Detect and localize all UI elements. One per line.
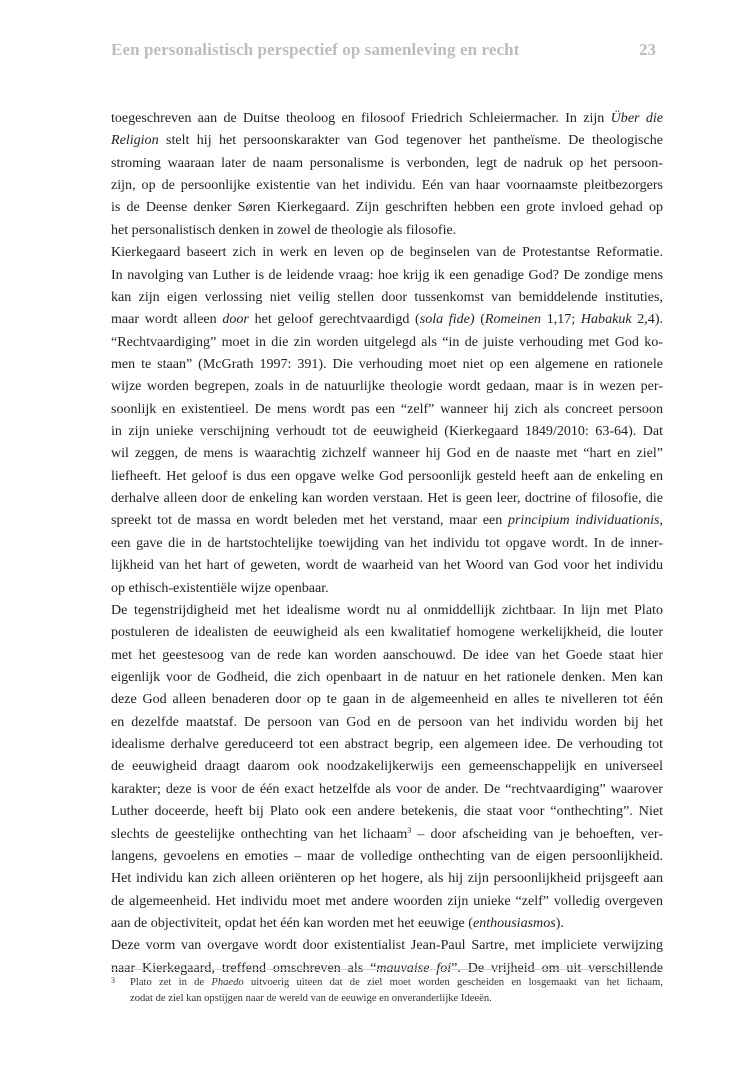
text-segment: en dezelfde maatstaf. De persoon van God en de persoon van het individu worden bij het	[111, 713, 663, 730]
text-line	[111, 420, 663, 442]
text-line	[111, 778, 663, 800]
text-segment: eigenlijk voor de Godheid, die zich openbaart in de natuur en het rationele denken. Men kan	[111, 668, 663, 685]
text-segment: naar Kierkegaard, treffend omschreven als “	[111, 959, 377, 976]
text-line	[111, 465, 663, 487]
text-segment: langens, gevoelens en emoties – maar de volledige onthechting van de eigen persoonlijkheid.	[111, 847, 663, 864]
text-line	[111, 688, 663, 710]
text-line	[111, 107, 663, 129]
text-line	[111, 755, 663, 777]
running-title: Een personalistisch perspectief op samenleving en recht	[111, 40, 520, 59]
italic-text: door	[222, 311, 249, 328]
text-segment: toegeschreven aan de Duitse theoloog en filosoof Friedrich Schleiermacher. In zijn	[111, 110, 611, 126]
text-segment: aan de objectiviteit, opdat het één kan worden met het eeuwige (	[111, 914, 473, 931]
text-segment: – door afscheiding van je behoeften, ver-	[411, 825, 663, 842]
footnote-number: 3	[111, 976, 115, 985]
text-segment: het personalistisch denken in zowel de theologie als filosofie.	[111, 221, 457, 238]
text-line	[111, 599, 663, 621]
text-segment: Het individu kan zich alleen oriënteren op het hogere, als hij zijn persoonlijkheid prijsgeeft aan	[111, 870, 663, 887]
text-line	[111, 442, 663, 464]
text-segment: (	[474, 311, 485, 328]
text-segment: Luther doceerde, heeft bij Plato ook een andere betekenis, die staat voor “onthechting”. Niet	[111, 803, 663, 820]
text-segment: is de Deense denker Søren Kierkegaard. Zijn geschriften hebben een grote invloed gehad op	[111, 199, 663, 216]
paragraph	[111, 599, 663, 934]
text-segment: met het geestesoog van de rede kan worden aanschouwd. De idee van het Goede staat hier	[111, 646, 663, 663]
text-line	[111, 196, 663, 218]
text-line	[111, 823, 663, 845]
text-line	[111, 912, 663, 934]
text-segment: “Rechtvaardiging” moet in die zin worden uitgelegd als “in de juiste verhouding met God ko-	[111, 333, 663, 350]
italic-text: Religion	[111, 132, 159, 149]
text-segment: op ethisch-existentiële wijze openbaar.	[111, 579, 329, 596]
text-segment: stelt hij het persoonskarakter van God tegenover het pantheïsme. De theologische	[158, 132, 663, 149]
text-line	[111, 219, 663, 241]
page-header	[111, 40, 656, 64]
text-line	[111, 129, 663, 151]
text-segment: uitvoerig uiteen dat de ziel moet worden gescheiden en losgemaakt van het lichaam,	[243, 977, 663, 988]
text-segment: In navolging van Luther is de leidende vraag: hoe krijg ik een genadige God? De zondige mens	[111, 266, 663, 283]
text-line	[111, 845, 663, 867]
text-line	[111, 241, 663, 263]
text-segment: karakter; deze is voor de één exact hetzelfde als voor de ander. De “rechtvaardiging” waarover	[111, 780, 663, 797]
text-segment: wil zeggen, de mens is waarachtig zichzelf wanneer hij God en de naaste met “hart en ziel”	[111, 445, 663, 462]
italic-text: Phaedo	[211, 977, 244, 988]
text-segment: ).	[555, 914, 564, 931]
text-segment: derhalve alleen door de enkeling kan worden verstaan. Het is geen leer, doctrine of filosofie, die	[111, 490, 663, 507]
text-line	[111, 554, 663, 576]
text-segment: 1,17;	[541, 311, 581, 328]
text-segment: liefheeft. Het geloof is dus een opgave welke God persoonlijk gesteld heeft aan de enkeling en	[111, 467, 663, 484]
text-segment: slechts de geestelijke onthechting van het lichaam	[111, 825, 408, 842]
text-segment: de algemeenheid. Het individu moet met andere woorden zijn unieke “zelf” volledig overgeven	[111, 892, 663, 909]
italic-text: mauvaise foi	[376, 959, 452, 976]
text-line	[111, 353, 663, 375]
text-segment: ”. De vrijheid om uit verschillende	[451, 959, 663, 976]
text-line	[111, 621, 663, 643]
text-segment: idealisme derhalve gereduceerd tot een abstract begrip, een algemeen idee. De verhouding tot	[111, 736, 663, 753]
text-segment: een gave die in de hartstochtelijke toewijding van het individu tot opgave wordt. In de inner-	[111, 534, 663, 551]
text-segment: spreekt tot de massa en wordt beleden met het verstand, maar een	[111, 512, 508, 529]
italic-text: principium individuationis	[507, 512, 660, 529]
text-segment: de eeuwigheid draagt daarom ook noodzakelijkerwijs een gemeenschappelijk en universeel	[111, 758, 663, 775]
italic-text: sola fide)	[419, 311, 475, 328]
text-line	[111, 308, 663, 330]
text-line	[111, 867, 663, 889]
text-segment: 2,4).	[631, 311, 664, 328]
paragraph	[111, 241, 663, 599]
text-segment: in zijn unieke verschijning verhoudt tot de eeuwigheid (Kierkegaard 1849/2010: 63-64). Dat	[111, 423, 663, 440]
text-line	[111, 666, 663, 688]
text-line	[111, 264, 663, 286]
text-segment: De tegenstrijdigheid met het idealisme wordt nu al onmiddellijk zichtbaar. In lijn met Plato	[111, 601, 663, 618]
text-segment: Kierkegaard baseert zich in werk en leven op de beginselen van de Protestantse Reformatie.	[111, 244, 663, 261]
text-line	[111, 532, 663, 554]
text-segment: Plato zet in de	[130, 977, 212, 988]
text-line	[111, 711, 663, 733]
text-line	[111, 174, 663, 196]
italic-text: Habakuk	[580, 311, 632, 328]
text-line	[111, 733, 663, 755]
footnote-text	[130, 975, 663, 1007]
text-line	[111, 375, 663, 397]
text-line	[111, 644, 663, 666]
text-line	[111, 577, 663, 599]
text-segment: zijn, op de persoonlijke existentie van het individu. Eén van haar voornaamste pleitbezorgers	[111, 177, 663, 194]
text-line	[111, 890, 663, 912]
text-line	[111, 800, 663, 822]
text-segment: het geloof gerechtvaardigd (	[248, 311, 420, 328]
text-line	[111, 934, 663, 956]
footnote	[111, 975, 663, 1007]
text-segment: men te staan” (McGrath 1997: 391). Die verhouding moet niet op een algemene en rationele	[111, 355, 663, 372]
text-segment: deze God alleen benaderen door op te gaan in de algemeenheid en alles te nivelleren tot één	[111, 691, 663, 708]
italic-text: Romeinen	[484, 311, 542, 328]
footnote-reference: 3	[407, 825, 412, 835]
italic-text: Über die	[610, 110, 663, 126]
text-line	[111, 509, 663, 531]
text-segment: soonlijk en existentieel. De mens wordt pas een “zelf” wanneer hij zich als concreet persoon	[111, 400, 663, 417]
paragraph	[111, 107, 663, 241]
text-line	[111, 286, 663, 308]
text-segment: lijkheid van het hart of geweten, wordt de waarheid van het Woord van God voor het individu	[111, 557, 663, 574]
paragraph	[111, 934, 663, 979]
page-number: 23	[639, 40, 656, 59]
text-segment: maar wordt alleen	[111, 311, 223, 328]
italic-text: enthousiasmos	[472, 914, 556, 931]
text-line	[111, 152, 663, 174]
text-line	[111, 487, 663, 509]
text-segment: stroming waaraan later de naam personalisme is verbonden, legt de nadruk op het persoon-	[111, 154, 663, 171]
text-segment: kan zijn eigen verlossing niet veilig stellen door tussenkomst van bemiddelende instituties,	[111, 288, 663, 305]
text-line	[111, 398, 663, 420]
text-segment: postuleren de idealisten de eeuwigheid als een kwalitatief homogene werkelijkheid, die louter	[111, 624, 663, 641]
text-segment: wijze worden begrepen, zoals in de natuurlijke theologie wordt gedaan, maar is in wezen per-	[111, 378, 663, 395]
text-line	[130, 991, 663, 1007]
text-segment: zodat de ziel kan opstijgen naar de wereld van de eeuwige en onveranderlijke Ideeën.	[130, 993, 492, 1004]
footnote-divider	[111, 969, 663, 970]
body-text	[111, 107, 663, 979]
text-segment: ,	[659, 512, 663, 529]
text-line	[111, 331, 663, 353]
text-segment: Deze vorm van overgave wordt door existentialist Jean-Paul Sartre, met impliciete verwijzing	[111, 937, 663, 954]
text-line	[130, 975, 663, 991]
